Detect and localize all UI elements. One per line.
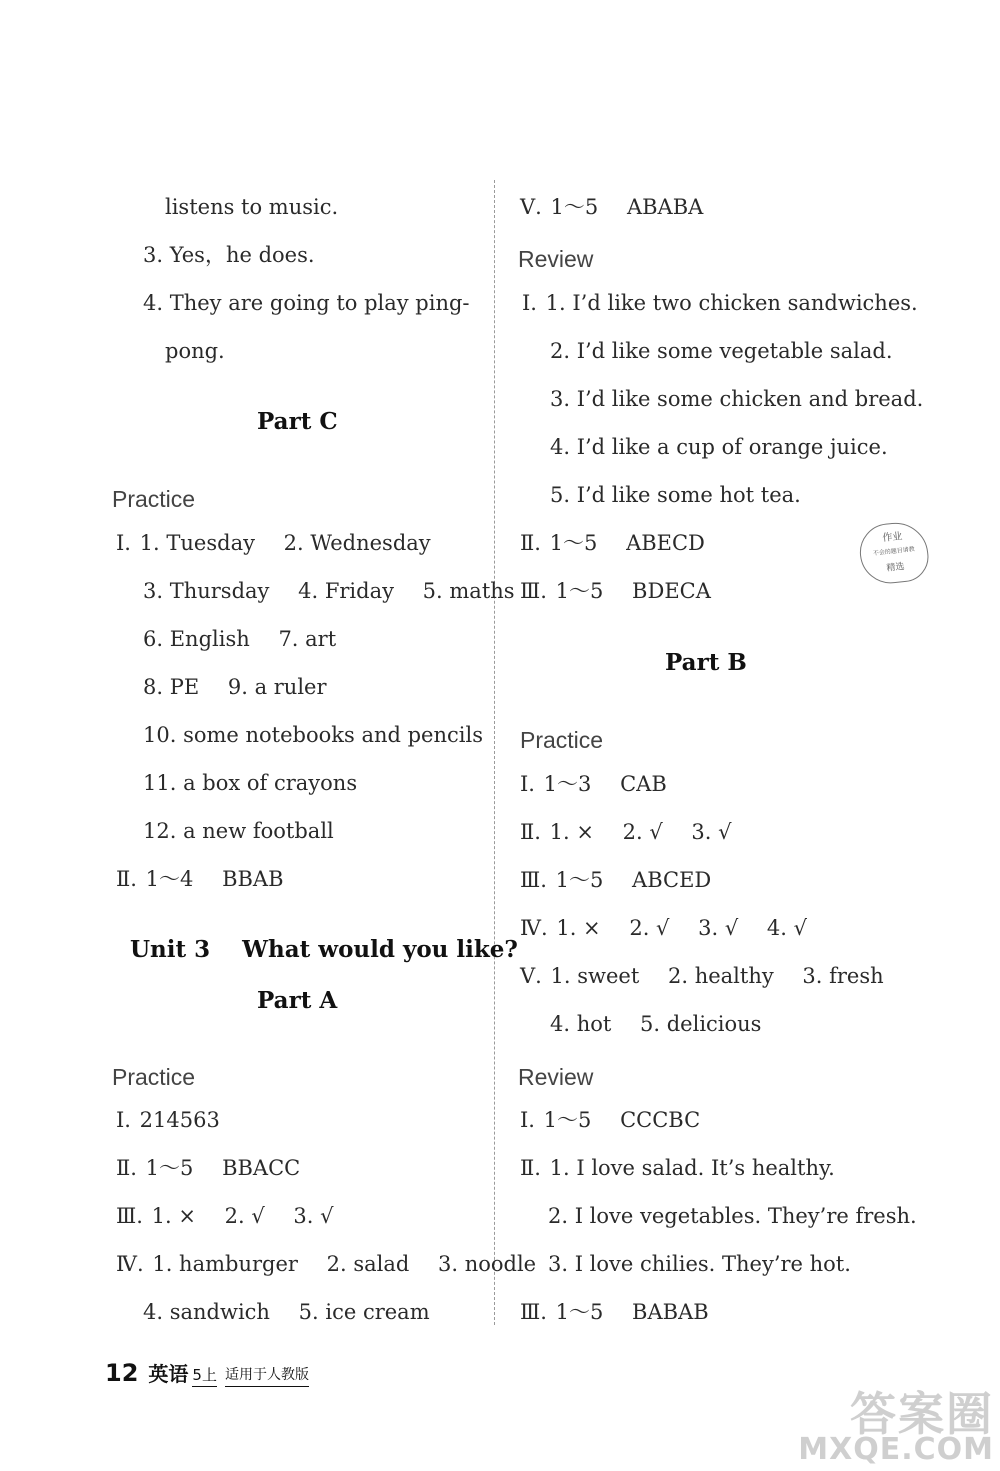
roman-numeral: Ⅲ. (116, 1204, 143, 1228)
part-heading: Part B (665, 649, 747, 676)
roman-numeral: Ⅳ. (520, 916, 548, 940)
roman-numeral: Ⅲ. (520, 1300, 547, 1324)
answer-line: 4. I’d like a cup of orange juice. (550, 435, 888, 459)
roman-numeral: Ⅴ. (520, 964, 542, 988)
answer-line: Ⅰ. 1. I’d like two chicken sandwiches. (522, 291, 918, 315)
answer-line: 11. a box of crayons (143, 771, 358, 795)
unit-heading: Unit 3 What would you like? (130, 936, 518, 963)
answer-line: Ⅴ. 1. sweet 2. healthy 3. fresh (520, 964, 884, 988)
answer-line: 4. sandwich 5. ice cream (143, 1300, 430, 1324)
answer-line: Ⅳ. 1. × 2. √ 3. √ 4. √ (520, 916, 807, 940)
answer-line: pong. (165, 339, 225, 363)
answer-line: 6. English 7. art (143, 627, 337, 651)
roman-numeral: Ⅳ. (116, 1252, 144, 1276)
section-label: Practice (520, 727, 604, 753)
answer-line: Ⅰ. 1～3 CAB (520, 772, 667, 796)
roman-numeral: Ⅰ. (522, 291, 537, 315)
roman-numeral: Ⅱ. (116, 1156, 137, 1180)
answer-line: listens to music. (165, 195, 339, 219)
answer-line: 3. Yes，he does. (143, 243, 315, 267)
part-heading: Part A (257, 987, 338, 1014)
answer-line: Ⅰ. 1～5 CCCBC (520, 1108, 701, 1132)
roman-numeral: Ⅰ. (116, 531, 131, 555)
answer-line: Ⅱ. 1～4 BBAB (116, 867, 284, 891)
answer-line: Ⅳ. 1. hamburger 2. salad 3. noodle (116, 1252, 537, 1276)
roman-numeral: Ⅱ. (520, 531, 541, 555)
answer-line: Ⅲ. 1. × 2. √ 3. √ (116, 1204, 334, 1228)
answer-line: 4. They are going to play ping- (143, 291, 470, 315)
page-footer (105, 1357, 309, 1387)
roman-numeral: Ⅰ. (116, 1108, 131, 1132)
answer-line: Ⅱ. 1～5 ABECD (520, 531, 705, 555)
answer-line: 4. hot 5. delicious (550, 1012, 762, 1036)
section-label: Review (518, 246, 594, 272)
answer-line: Ⅱ. 1. × 2. √ 3. √ (520, 820, 732, 844)
roman-numeral: Ⅰ. (520, 772, 535, 796)
answer-line: Ⅲ. 1～5 BDECA (520, 579, 711, 603)
answer-line: 3. Thursday 4. Friday 5. maths (143, 579, 515, 603)
answer-line: 2. I’d like some vegetable salad. (550, 339, 893, 363)
section-label: Practice (112, 486, 196, 512)
answer-line: Ⅲ. 1～5 ABCED (520, 868, 712, 892)
roman-numeral: Ⅲ. (520, 579, 547, 603)
roman-numeral: Ⅱ. (116, 867, 137, 891)
page-number: 12 (105, 1359, 139, 1387)
grade-label: 5上 (192, 1364, 217, 1387)
answer-line: Ⅲ. 1～5 BABAB (520, 1300, 709, 1324)
answer-line: Ⅱ. 1～5 BBACC (116, 1156, 301, 1180)
answer-line: 10. some notebooks and pencils (143, 723, 483, 747)
roman-numeral: Ⅰ. (520, 1108, 535, 1132)
answer-line: 3. I love chilies. They’re hot. (548, 1252, 851, 1276)
answer-line: Ⅱ. 1. I love salad. It’s healthy. (520, 1156, 835, 1180)
roman-numeral: Ⅲ. (520, 868, 547, 892)
column-divider (494, 180, 495, 1325)
stamp-logo: 作业 不会的题目请教 精选 (857, 520, 931, 587)
edition-label: 适用于人教版 (225, 1364, 309, 1387)
roman-numeral: Ⅴ. (520, 195, 542, 219)
section-label: Review (518, 1064, 594, 1090)
roman-numeral: Ⅱ. (520, 1156, 541, 1180)
part-heading: Part C (257, 408, 338, 435)
answer-line: Ⅰ. 1. Tuesday 2. Wednesday (116, 531, 431, 555)
section-label: Practice (112, 1064, 196, 1090)
answer-line: 5. I’d like some hot tea. (550, 483, 801, 507)
answer-line: 2. I love vegetables. They’re fresh. (548, 1204, 917, 1228)
roman-numeral: Ⅱ. (520, 820, 541, 844)
answer-line: 3. I’d like some chicken and bread. (550, 387, 924, 411)
watermark-logo: 答案圈 MXQE.COM (798, 1387, 994, 1467)
answer-line: Ⅰ. 214563 (116, 1108, 220, 1132)
answer-line: 8. PE 9. a ruler (143, 675, 327, 699)
answer-line: Ⅴ. 1～5 ABABA (520, 195, 704, 219)
answer-line: 12. a new football (143, 819, 334, 843)
subject-label: 英语 (148, 1362, 189, 1386)
